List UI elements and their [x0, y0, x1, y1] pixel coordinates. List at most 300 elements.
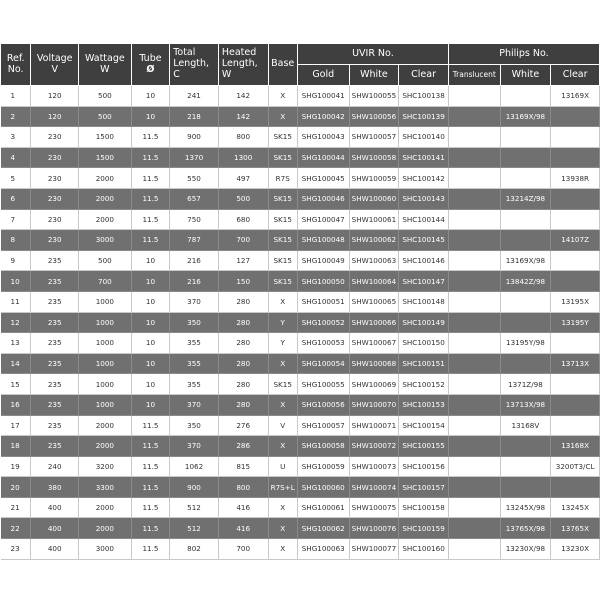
- table-row: [1, 230, 600, 251]
- table-row: [1, 333, 600, 354]
- cell-total: 550: [170, 168, 219, 189]
- cell-clear: SHC100157: [399, 477, 449, 498]
- cell-base: X: [268, 291, 297, 312]
- cell-white: SHW100065: [349, 291, 399, 312]
- cell-w: 1000: [79, 374, 132, 395]
- cell-clear: SHC100147: [399, 271, 449, 292]
- cell-pclear: 13169X: [551, 86, 600, 107]
- cell-heated: 700: [218, 230, 268, 251]
- cell-ref: 5: [1, 168, 31, 189]
- cell-pwhite: 1371Z/98: [500, 374, 551, 395]
- cell-total: 355: [170, 374, 219, 395]
- cell-pwhite: [500, 127, 551, 148]
- cell-pclear: [551, 271, 600, 292]
- table-row: [1, 374, 600, 395]
- cell-base: SK15: [268, 188, 297, 209]
- cell-clear: SHC100143: [399, 188, 449, 209]
- cell-pclear: 13195X: [551, 291, 600, 312]
- cell-ptrans: [448, 127, 500, 148]
- cell-ref: 21: [1, 497, 31, 518]
- lamp-spec-table: [0, 43, 600, 560]
- cell-white: SHW100063: [349, 250, 399, 271]
- cell-white: SHW100067: [349, 333, 399, 354]
- cell-gold: SHG100053: [297, 333, 349, 354]
- cell-w: 1000: [79, 353, 132, 374]
- cell-clear: SHC100154: [399, 415, 449, 436]
- cell-ptrans: [448, 271, 500, 292]
- cell-tube: 11.5: [131, 230, 170, 251]
- cell-tube: 11.5: [131, 415, 170, 436]
- cell-tube: 10: [131, 333, 170, 354]
- cell-ptrans: [448, 374, 500, 395]
- cell-heated: 142: [218, 106, 268, 127]
- cell-v: 235: [31, 291, 79, 312]
- cell-base: SK15: [268, 271, 297, 292]
- cell-ref: 15: [1, 374, 31, 395]
- cell-gold: SHG100058: [297, 436, 349, 457]
- cell-ptrans: [448, 250, 500, 271]
- cell-v: 120: [31, 106, 79, 127]
- cell-pwhite: [500, 312, 551, 333]
- cell-pwhite: 13168V: [500, 415, 551, 436]
- cell-ptrans: [448, 539, 500, 560]
- group-uvir: UVIR No.: [297, 44, 448, 65]
- cell-white: SHW100076: [349, 518, 399, 539]
- cell-clear: SHC100139: [399, 106, 449, 127]
- table-row: [1, 436, 600, 457]
- cell-gold: SHG100060: [297, 477, 349, 498]
- cell-pclear: 14107Z: [551, 230, 600, 251]
- cell-total: 900: [170, 127, 219, 148]
- cell-base: X: [268, 394, 297, 415]
- cell-white: SHW100074: [349, 477, 399, 498]
- cell-ref: 1: [1, 86, 31, 107]
- cell-white: SHW100075: [349, 497, 399, 518]
- cell-ptrans: [448, 333, 500, 354]
- cell-pwhite: 13230X/98: [500, 539, 551, 560]
- cell-heated: 500: [218, 188, 268, 209]
- cell-heated: 800: [218, 127, 268, 148]
- cell-pclear: 3200T3/CL: [551, 456, 600, 477]
- cell-clear: SHC100153: [399, 394, 449, 415]
- col-ref-label: Ref.: [6, 52, 25, 64]
- cell-gold: SHG100059: [297, 456, 349, 477]
- cell-v: 235: [31, 333, 79, 354]
- cell-pclear: 13765X: [551, 518, 600, 539]
- cell-total: 216: [170, 250, 219, 271]
- cell-clear: SHC100151: [399, 353, 449, 374]
- cell-gold: SHG100048: [297, 230, 349, 251]
- cell-heated: 280: [218, 312, 268, 333]
- table-row: [1, 250, 600, 271]
- cell-heated: 142: [218, 86, 268, 107]
- cell-base: X: [268, 106, 297, 127]
- cell-pclear: 13168X: [551, 436, 600, 457]
- cell-v: 230: [31, 230, 79, 251]
- cell-pclear: [551, 147, 600, 168]
- table-row: [1, 518, 600, 539]
- cell-gold: SHG100043: [297, 127, 349, 148]
- cell-clear: SHC100152: [399, 374, 449, 395]
- cell-gold: SHG100045: [297, 168, 349, 189]
- cell-base: SK15: [268, 147, 297, 168]
- col-philips-white: White: [500, 65, 551, 86]
- cell-ptrans: [448, 188, 500, 209]
- cell-v: 230: [31, 168, 79, 189]
- cell-total: 355: [170, 333, 219, 354]
- cell-ptrans: [448, 86, 500, 107]
- col-tube-label: Tube: [139, 52, 162, 64]
- cell-pclear: 13245X: [551, 497, 600, 518]
- cell-ptrans: [448, 394, 500, 415]
- cell-gold: SHG100057: [297, 415, 349, 436]
- cell-heated: 416: [218, 518, 268, 539]
- cell-white: SHW100062: [349, 230, 399, 251]
- cell-pwhite: 13765X/98: [500, 518, 551, 539]
- col-philips-translucent: Translucent: [448, 65, 500, 86]
- cell-pwhite: [500, 230, 551, 251]
- cell-pclear: 13713X: [551, 353, 600, 374]
- cell-w: 1000: [79, 291, 132, 312]
- cell-w: 3000: [79, 539, 132, 560]
- cell-base: X: [268, 518, 297, 539]
- cell-ref: 20: [1, 477, 31, 498]
- cell-total: 241: [170, 86, 219, 107]
- cell-clear: SHC100140: [399, 127, 449, 148]
- col-wattage-label: Wattage: [84, 52, 125, 64]
- cell-base: V: [268, 415, 297, 436]
- cell-heated: 700: [218, 539, 268, 560]
- cell-total: 657: [170, 188, 219, 209]
- table-row: [1, 477, 600, 498]
- cell-gold: SHG100055: [297, 374, 349, 395]
- cell-pwhite: [500, 209, 551, 230]
- cell-pwhite: 13713X/98: [500, 394, 551, 415]
- cell-heated: 286: [218, 436, 268, 457]
- cell-pwhite: 13245X/98: [500, 497, 551, 518]
- cell-base: X: [268, 539, 297, 560]
- col-total-length: [170, 44, 219, 86]
- cell-w: 1000: [79, 394, 132, 415]
- cell-gold: SHG100062: [297, 518, 349, 539]
- table-body: [1, 86, 600, 560]
- cell-tube: 10: [131, 312, 170, 333]
- table-row: [1, 106, 600, 127]
- cell-w: 3300: [79, 477, 132, 498]
- cell-ref: 19: [1, 456, 31, 477]
- col-base: [268, 44, 297, 86]
- cell-pwhite: 13214Z/98: [500, 188, 551, 209]
- cell-total: 1062: [170, 456, 219, 477]
- table-row: [1, 539, 600, 560]
- cell-v: 380: [31, 477, 79, 498]
- cell-clear: SHC100150: [399, 333, 449, 354]
- cell-v: 230: [31, 127, 79, 148]
- cell-ref: 14: [1, 353, 31, 374]
- col-ref: [1, 44, 31, 86]
- cell-tube: 11.5: [131, 436, 170, 457]
- cell-ref: 3: [1, 127, 31, 148]
- cell-total: 1370: [170, 147, 219, 168]
- col-heated-unit: Length, W: [221, 58, 258, 80]
- cell-v: 120: [31, 86, 79, 107]
- cell-tube: 11.5: [131, 168, 170, 189]
- cell-white: SHW100056: [349, 106, 399, 127]
- cell-tube: 10: [131, 250, 170, 271]
- cell-white: SHW100072: [349, 436, 399, 457]
- cell-tube: 11.5: [131, 209, 170, 230]
- cell-v: 400: [31, 497, 79, 518]
- cell-pclear: [551, 374, 600, 395]
- cell-w: 2000: [79, 168, 132, 189]
- cell-clear: SHC100144: [399, 209, 449, 230]
- cell-pclear: 13230X: [551, 539, 600, 560]
- col-heated-length: [218, 44, 268, 86]
- cell-ptrans: [448, 147, 500, 168]
- cell-gold: SHG100041: [297, 86, 349, 107]
- cell-white: SHW100064: [349, 271, 399, 292]
- cell-ptrans: [448, 168, 500, 189]
- table-row: [1, 394, 600, 415]
- cell-ref: 10: [1, 271, 31, 292]
- cell-w: 700: [79, 271, 132, 292]
- cell-heated: 280: [218, 353, 268, 374]
- cell-gold: SHG100051: [297, 291, 349, 312]
- cell-tube: 11.5: [131, 539, 170, 560]
- cell-base: R7S: [268, 168, 297, 189]
- cell-heated: 276: [218, 415, 268, 436]
- table-row: [1, 209, 600, 230]
- cell-white: SHW100059: [349, 168, 399, 189]
- cell-w: 1500: [79, 127, 132, 148]
- cell-clear: SHC100138: [399, 86, 449, 107]
- cell-v: 235: [31, 250, 79, 271]
- cell-clear: SHC100159: [399, 518, 449, 539]
- cell-total: 350: [170, 415, 219, 436]
- cell-ptrans: [448, 353, 500, 374]
- cell-heated: 280: [218, 333, 268, 354]
- cell-heated: 150: [218, 271, 268, 292]
- col-voltage: [31, 44, 79, 86]
- cell-tube: 10: [131, 291, 170, 312]
- cell-pclear: [551, 415, 600, 436]
- cell-ref: 18: [1, 436, 31, 457]
- cell-clear: SHC100155: [399, 436, 449, 457]
- cell-white: SHW100057: [349, 127, 399, 148]
- cell-tube: 11.5: [131, 497, 170, 518]
- cell-pclear: [551, 477, 600, 498]
- cell-w: 1000: [79, 333, 132, 354]
- col-total-unit: Length, C: [173, 58, 209, 80]
- cell-gold: SHG100046: [297, 188, 349, 209]
- cell-tube: 10: [131, 271, 170, 292]
- cell-v: 230: [31, 209, 79, 230]
- cell-clear: SHC100160: [399, 539, 449, 560]
- cell-tube: 10: [131, 86, 170, 107]
- cell-total: 216: [170, 271, 219, 292]
- cell-white: SHW100068: [349, 353, 399, 374]
- table-row: [1, 188, 600, 209]
- cell-w: 3000: [79, 230, 132, 251]
- col-uvir-white: White: [349, 65, 399, 86]
- cell-total: 787: [170, 230, 219, 251]
- table-header: [1, 44, 600, 86]
- cell-total: 370: [170, 291, 219, 312]
- col-philips-clear: Clear: [551, 65, 600, 86]
- cell-clear: SHC100148: [399, 291, 449, 312]
- cell-w: 2000: [79, 436, 132, 457]
- cell-ptrans: [448, 106, 500, 127]
- table-row: [1, 271, 600, 292]
- cell-gold: SHG100052: [297, 312, 349, 333]
- cell-base: R7S+L: [268, 477, 297, 498]
- group-philips: Philips No.: [448, 44, 599, 65]
- cell-pclear: [551, 106, 600, 127]
- cell-ref: 6: [1, 188, 31, 209]
- cell-gold: SHG100063: [297, 539, 349, 560]
- cell-ref: 4: [1, 147, 31, 168]
- cell-total: 350: [170, 312, 219, 333]
- cell-pclear: [551, 333, 600, 354]
- cell-total: 218: [170, 106, 219, 127]
- cell-pwhite: [500, 168, 551, 189]
- cell-white: SHW100058: [349, 147, 399, 168]
- cell-heated: 800: [218, 477, 268, 498]
- table-row: [1, 168, 600, 189]
- cell-ptrans: [448, 209, 500, 230]
- cell-ref: 8: [1, 230, 31, 251]
- cell-base: Y: [268, 312, 297, 333]
- cell-total: 900: [170, 477, 219, 498]
- cell-tube: 11.5: [131, 188, 170, 209]
- cell-v: 400: [31, 539, 79, 560]
- cell-heated: 280: [218, 394, 268, 415]
- cell-ref: 2: [1, 106, 31, 127]
- cell-w: 1000: [79, 312, 132, 333]
- cell-ref: 23: [1, 539, 31, 560]
- cell-gold: SHG100049: [297, 250, 349, 271]
- cell-pwhite: [500, 86, 551, 107]
- cell-pclear: [551, 394, 600, 415]
- cell-v: 235: [31, 312, 79, 333]
- cell-v: 235: [31, 353, 79, 374]
- col-tube: [131, 44, 170, 86]
- col-total-label: Total: [173, 47, 196, 59]
- cell-tube: 10: [131, 374, 170, 395]
- cell-tube: 11.5: [131, 147, 170, 168]
- col-uvir-clear: Clear: [399, 65, 449, 86]
- cell-base: X: [268, 86, 297, 107]
- cell-v: 235: [31, 436, 79, 457]
- cell-gold: SHG100061: [297, 497, 349, 518]
- cell-ptrans: [448, 415, 500, 436]
- cell-pclear: [551, 209, 600, 230]
- cell-base: SK15: [268, 209, 297, 230]
- cell-base: U: [268, 456, 297, 477]
- cell-white: SHW100055: [349, 86, 399, 107]
- cell-total: 355: [170, 353, 219, 374]
- cell-heated: 1300: [218, 147, 268, 168]
- col-voltage-unit: V: [51, 63, 58, 75]
- cell-w: 2000: [79, 415, 132, 436]
- cell-tube: 11.5: [131, 456, 170, 477]
- cell-total: 802: [170, 539, 219, 560]
- cell-gold: SHG100050: [297, 271, 349, 292]
- cell-gold: SHG100054: [297, 353, 349, 374]
- cell-ref: 7: [1, 209, 31, 230]
- cell-w: 500: [79, 250, 132, 271]
- cell-base: SK15: [268, 250, 297, 271]
- cell-pclear: [551, 250, 600, 271]
- cell-ref: 16: [1, 394, 31, 415]
- cell-pwhite: [500, 291, 551, 312]
- cell-base: X: [268, 436, 297, 457]
- cell-v: 235: [31, 374, 79, 395]
- cell-pwhite: 13169X/98: [500, 106, 551, 127]
- cell-white: SHW100070: [349, 394, 399, 415]
- cell-pwhite: 13169X/98: [500, 250, 551, 271]
- cell-heated: 127: [218, 250, 268, 271]
- col-ref-sub: No.: [7, 63, 24, 75]
- cell-heated: 680: [218, 209, 268, 230]
- cell-ref: 12: [1, 312, 31, 333]
- cell-heated: 815: [218, 456, 268, 477]
- col-base-label: Base: [271, 58, 295, 70]
- cell-pwhite: 13195Y/98: [500, 333, 551, 354]
- cell-white: SHW100066: [349, 312, 399, 333]
- table-row: [1, 497, 600, 518]
- cell-total: 370: [170, 436, 219, 457]
- cell-clear: SHC100141: [399, 147, 449, 168]
- table-row: [1, 353, 600, 374]
- cell-heated: 280: [218, 374, 268, 395]
- cell-v: 240: [31, 456, 79, 477]
- cell-tube: 11.5: [131, 127, 170, 148]
- cell-base: SK15: [268, 374, 297, 395]
- cell-white: SHW100071: [349, 415, 399, 436]
- cell-w: 2000: [79, 497, 132, 518]
- cell-v: 230: [31, 188, 79, 209]
- cell-tube: 11.5: [131, 518, 170, 539]
- cell-clear: SHC100146: [399, 250, 449, 271]
- cell-pclear: 13195Y: [551, 312, 600, 333]
- cell-pwhite: [500, 477, 551, 498]
- col-voltage-label: Voltage: [36, 52, 73, 64]
- cell-tube: 11.5: [131, 477, 170, 498]
- table-row: [1, 456, 600, 477]
- cell-pclear: [551, 127, 600, 148]
- cell-pclear: 13938R: [551, 168, 600, 189]
- cell-w: 2000: [79, 188, 132, 209]
- col-heated-label: Heated: [221, 47, 257, 59]
- cell-ptrans: [448, 436, 500, 457]
- cell-total: 370: [170, 394, 219, 415]
- cell-w: 2000: [79, 209, 132, 230]
- col-tube-unit: Ø: [146, 63, 155, 75]
- cell-ptrans: [448, 230, 500, 251]
- cell-pwhite: [500, 436, 551, 457]
- cell-tube: 10: [131, 394, 170, 415]
- cell-clear: SHC100156: [399, 456, 449, 477]
- cell-heated: 280: [218, 291, 268, 312]
- cell-white: SHW100077: [349, 539, 399, 560]
- cell-w: 1500: [79, 147, 132, 168]
- cell-base: X: [268, 353, 297, 374]
- cell-white: SHW100073: [349, 456, 399, 477]
- cell-gold: SHG100056: [297, 394, 349, 415]
- cell-heated: 497: [218, 168, 268, 189]
- cell-total: 750: [170, 209, 219, 230]
